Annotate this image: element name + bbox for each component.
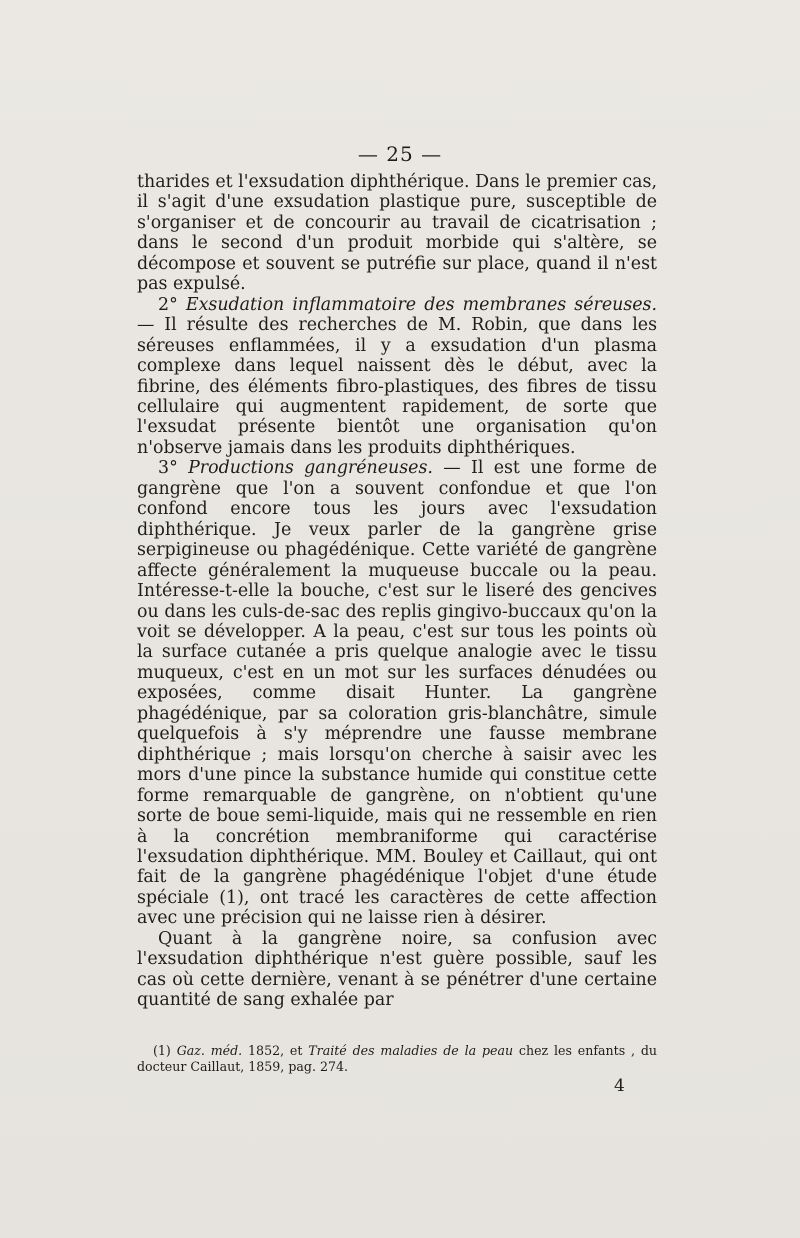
- paragraph-3-label: 3°: [158, 458, 189, 479]
- paragraph-2-text: — Il résulte des recherches de M. Robin, que dans les séreuses enflammées, il y a exsudation d'un plasma complexe dans lequel naissent dès le début, avec la fibrine, des éléments fibro-plastiques, des fibres de tissu cellulaire qui augmentent rapidement, de sorte que l'exsudat présente bientôt une organisation qu'on n'observe jamais dans les produits diphthériques.: [137, 315, 657, 458]
- paragraph-2-heading: Exsudation inflammatoire des membranes séreuses.: [185, 294, 657, 315]
- footnote: [137, 1043, 657, 1075]
- paragraph-4: Quant à la gangrène noire, sa confusion avec l'exsudation diphthérique n'est guère possible, sauf les cas où cette dernière, venant à se pénétrer d'une certaine quantité de sang exhalée par: [137, 928, 657, 1011]
- paragraph-3-heading: Productions gangréneuses.: [188, 458, 433, 479]
- paragraph-3-text: — Il est une forme de gangrène que l'on a souvent confondue et que l'on confond encore tous les jours avec l'exsudation diphthérique. Je veux parler de la gangrène grise serpigineuse ou phagédénique. Cette variété de gangrène affecte généralement la muqueuse buccale ou la peau. Intéresse-t-elle la bouche, c'est sur le liseré des gencives ou dans les culs-de-sac des replis gingivo-buccaux qu'on la voit se développer. A la peau, c'est sur tous les points où la surface cutanée a pris quelque analogie avec le tissu muqueux, c'est en un mot sur les surfaces dénudées ou exposées, comme disait Hunter. La gangrène phagédénique, par sa coloration gris-blanchâtre, simule quelquefois à s'y méprendre une fausse membrane diphthérique ; mais lorsqu'on cherche à saisir avec les mors d'une pince la substance humide qui constitue cette forme remarquable de gangrène, on n'obtient qu'une sorte de boue semi-liquide, mais qui ne ressemble en rien à la concrétion membraniforme qui caractérise l'exsudation diphthérique. MM. Bouley et Caillaut, qui ont fait de la gangrène phagédénique l'objet d'une étude spéciale (1), ont tracé les caractères de cette affection avec une précision qui ne laisse rien à désirer.: [137, 458, 657, 929]
- signature-mark: 4: [614, 1076, 625, 1096]
- footnote-source: Gaz. méd.: [176, 1043, 243, 1058]
- paragraph-2: [137, 295, 657, 459]
- page-number: — 25 —: [357, 142, 443, 166]
- body-text: [137, 172, 657, 1011]
- footnote-title: Traité des maladies de la peau: [308, 1043, 514, 1058]
- footnote-marker: (1): [153, 1043, 177, 1058]
- paragraph-3: [137, 458, 657, 928]
- footnote-text: [137, 1043, 657, 1075]
- footnote-part-2: chez les enfants , du docteur Caillaut, 1859, pag. 274.: [137, 1043, 658, 1075]
- paragraph-2-label: 2°: [158, 294, 186, 315]
- paragraph-1: tharides et l'exsudation diphthérique. Dans le premier cas, il s'agit d'une exsudation plastique pure, susceptible de s'organiser et de concourir au travail de cicatrisation ; dans le second d'un produit morbide qui s'altère, se décompose et souvent se putréfie sur place, quand il n'est pas expulsé.: [137, 172, 657, 295]
- footnote-part-1: 1852, et: [242, 1043, 309, 1058]
